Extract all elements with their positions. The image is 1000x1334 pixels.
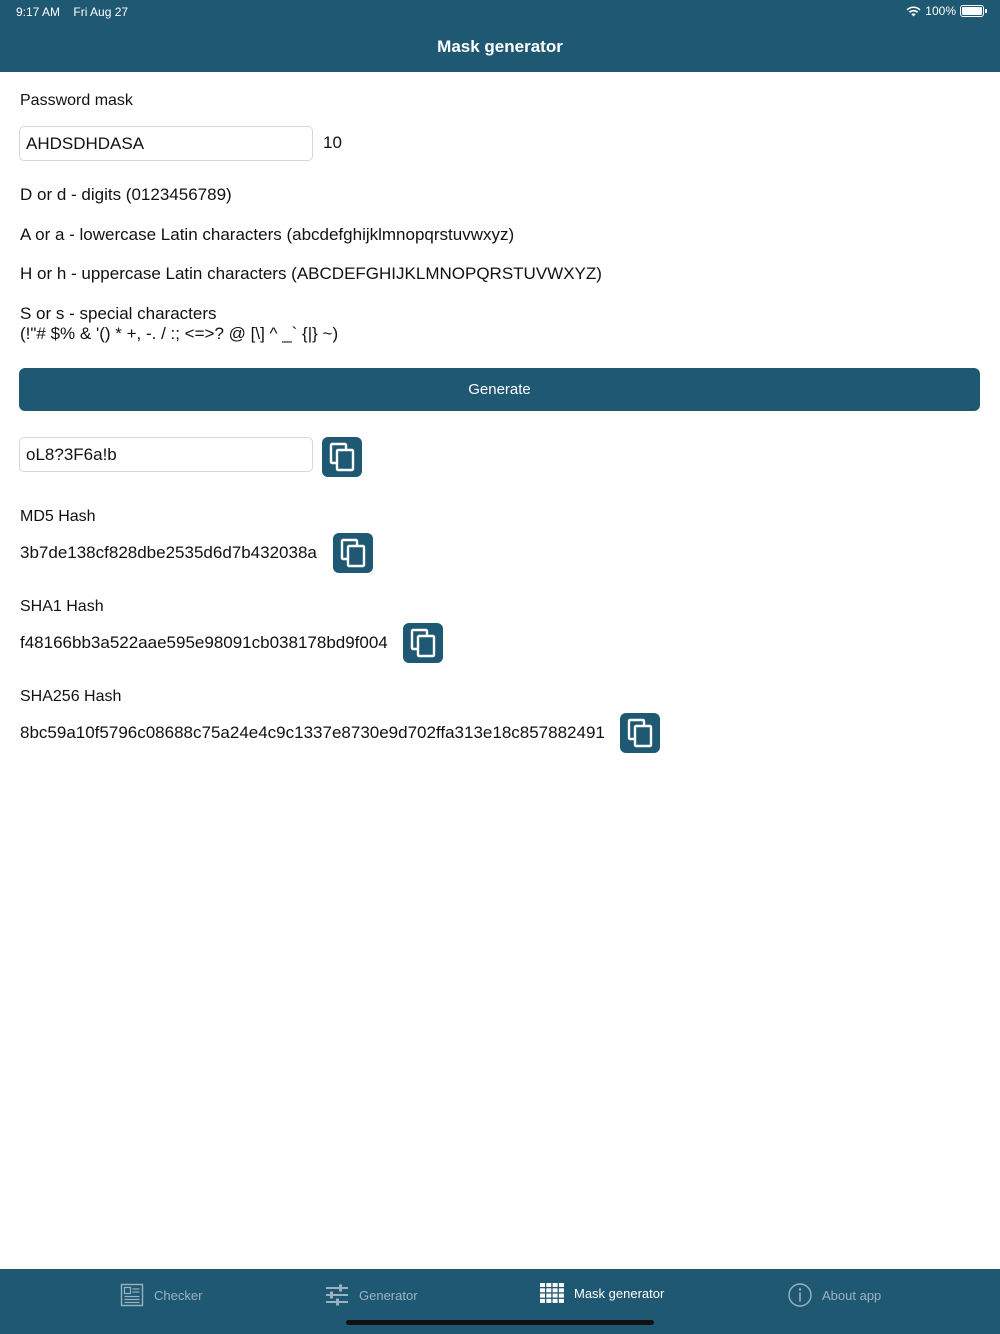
sha1-value: f48166bb3a522aae595e98091cb038178bd9f004	[20, 633, 388, 652]
sha256-label: SHA256 Hash	[20, 688, 122, 705]
tab-checker[interactable]	[120, 1283, 202, 1307]
legend-special-chars: (!"# $% & '() * +, -. / :; <=>? @ [\] ^ _` {|} ~)	[20, 324, 339, 343]
md5-label: MD5 Hash	[20, 508, 96, 525]
status-bar-left	[16, 5, 138, 19]
copy-sha1-button[interactable]	[403, 623, 443, 663]
tab-generator-label: Generator	[359, 1287, 418, 1303]
page-title: Mask generator	[437, 37, 563, 56]
mask-length: 10	[323, 133, 342, 152]
sha256-value: 8bc59a10f5796c08688c75a24e4c9c1337e8730e9d702ffa313e18c857882491	[20, 723, 605, 742]
tab-about-app-label: About app	[822, 1287, 882, 1303]
tab-about-app[interactable]	[788, 1283, 881, 1307]
sha1-label: SHA1 Hash	[20, 598, 104, 615]
status-time: 9:17 AM	[16, 5, 61, 19]
generate-button[interactable]: Generate	[19, 368, 980, 411]
password-mask-label: Password mask	[20, 92, 133, 109]
tab-generator[interactable]	[325, 1283, 418, 1307]
md5-value: 3b7de138cf828dbe2535d6d7b432038a	[20, 543, 317, 562]
legend-digits: D or d - digits (0123456789)	[20, 185, 232, 204]
legend-special-title: S or s - special characters	[20, 304, 217, 323]
copy-icon	[339, 538, 367, 568]
navigation-bar	[0, 0, 1000, 72]
status-bar-right	[906, 4, 984, 18]
copy-sha256-button[interactable]	[620, 713, 660, 753]
legend-uppercase: H or h - uppercase Latin characters (ABCDEFGHIJKLMNOPQRSTUVWXYZ)	[20, 264, 602, 283]
battery-percent: 100%	[925, 4, 956, 18]
tab-checker-label: Checker	[154, 1287, 203, 1303]
tab-mask-generator-label: Mask generator	[574, 1285, 665, 1301]
checker-icon	[120, 1283, 144, 1307]
status-date: Fri Aug 27	[73, 5, 129, 19]
copy-icon	[409, 628, 437, 658]
password-mask-input[interactable]	[19, 126, 313, 161]
copy-password-button[interactable]	[322, 437, 362, 477]
copy-icon	[328, 442, 356, 472]
tab-mask-generator[interactable]	[540, 1283, 664, 1303]
battery-icon	[960, 5, 984, 17]
generated-password-field[interactable]	[19, 437, 313, 472]
grid-icon	[540, 1283, 564, 1303]
copy-md5-button[interactable]	[333, 533, 373, 573]
legend-lowercase: A or a - lowercase Latin characters (abcdefghijklmnopqrstuvwxyz)	[20, 225, 515, 244]
sliders-icon	[325, 1283, 349, 1307]
copy-icon	[626, 718, 654, 748]
home-indicator[interactable]	[346, 1320, 654, 1325]
wifi-icon	[906, 6, 921, 17]
info-icon	[788, 1283, 812, 1307]
